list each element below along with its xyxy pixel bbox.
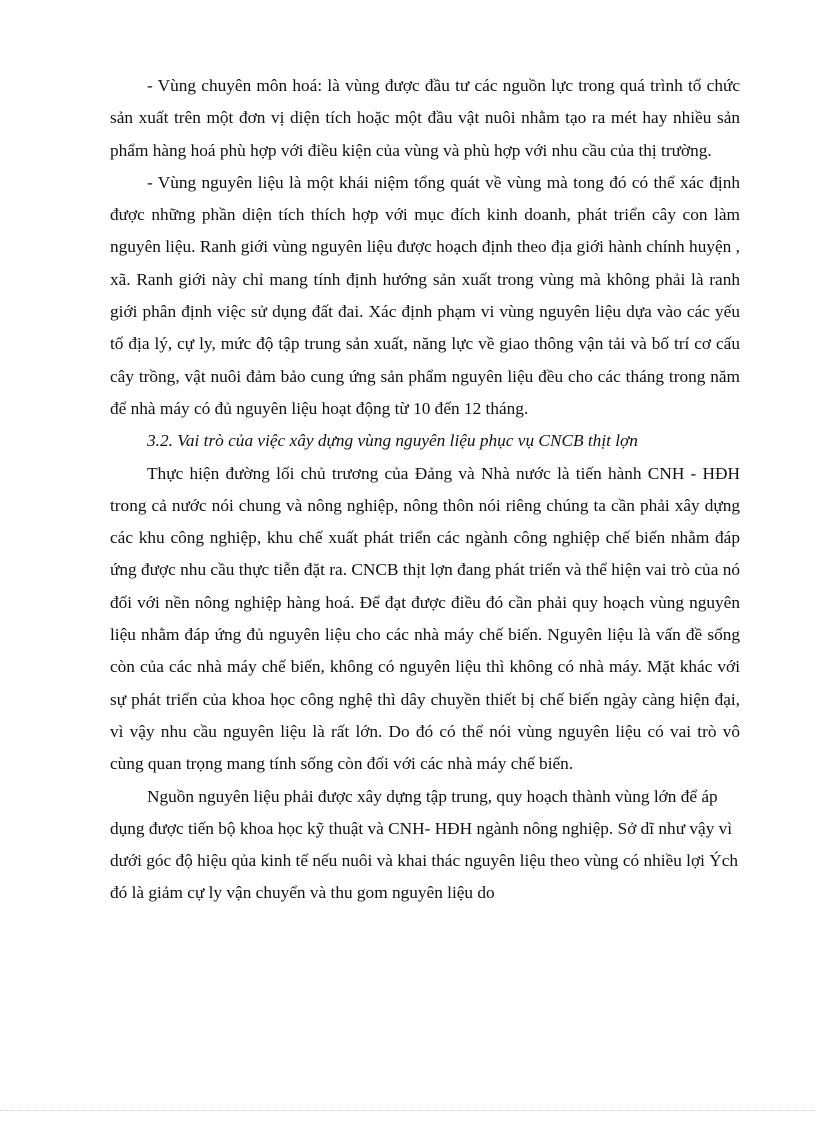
section-heading: 3.2. Vai trò của việc xây dựng vùng nguyên liệu phục vụ CNCB thịt lợn xyxy=(147,431,638,451)
page-bottom-divider xyxy=(0,1110,816,1111)
paragraph-raw-material-zone: - Vùng nguyên liệu là một khái niệm tổng quát về vùng mà tong đó có thể xác định được những phần diện tích thích hợp với mục đích kinh doanh, phát triển cây con làm nguyên liệu. Ranh giới vùng nguyên liệu được hoạch định theo địa giới hành chính huyện , xã. Ranh giới này chỉ mang tính định hướng sản xuất trong vùng mà không phải là ranh giới phân định việc sử dụng đất đai. Xác định phạm vi vùng nguyên liệu dựa vào các yếu tố địa lý, cự ly, mức độ tập trung sản xuất, năng lực về giao thông vận tải và bố trí cơ cấu cây trồng, vật nuôi đảm bảo cung ứng sản phẩm nguyên liệu đều cho các tháng trong năm để nhà máy có đủ nguyên liệu hoạt động từ 10 đến 12 tháng. xyxy=(110,172,740,418)
paragraph-specialized-zone: - Vùng chuyên môn hoá: là vùng được đầu tư các nguồn lực trong quá trình tổ chức sản xuất trên một đơn vị diện tích hoặc một đầu vật nuôi nhằm tạo ra mét hay nhiều sản phẩm hàng hoá phù hợp với điều kiện của vùng và phù hợp với nhu cầu của thị trường. xyxy=(110,76,740,160)
paragraph-material-source: Nguồn nguyên liệu phải được xây dựng tập trung, quy hoạch thành vùng lớn để áp dụng được tiến bộ khoa học kỹ thuật và CNH- HĐH ngành nông nghiệp. Sở dĩ như vậy vì dưới góc độ hiệu qủa kinh tế nếu nuôi và khai thác nguyên liệu theo vùng có nhiều lợi Ých đó là giảm cự ly vận chuyển và thu gom nguyên liệu do xyxy=(110,786,739,903)
paragraph-policy-implementation: Thực hiện đường lối chủ trương của Đảng và Nhà nước là tiến hành CNH - HĐH trong cả nước nói chung và nông nghiệp, nông thôn nói riêng chúng ta cần phải xây dựng các khu công nghiệp, khu chế xuất phát triển các ngành công nghiệp chế biến nhằm đáp ứng được nhu cầu thực tiễn đặt ra. CNCB thịt lợn đang phát triển và thể hiện vai trò của nó đối với nền nông nghiệp hàng hoá. Để đạt được điều đó cần phải quy hoạch vùng nguyên liệu nhằm đáp ứng đủ nguyên liệu cho các nhà máy chế biến. Nguyên liệu là vấn đề sống còn của các nhà máy chế biến, không có nguyên liệu thì không có nhà máy. Mặt khác với sự phát triển của khoa học công nghệ thì dây chuyền thiết bị chế biến ngày càng hiện đại, vì vậy nhu cầu nguyên liệu là rất lớn. Do đó có thể nói vùng nguyên liệu có vai trò vô cùng quan trọng mang tính sống còn đối với các nhà máy chế biến. xyxy=(110,463,740,774)
document-page xyxy=(110,70,740,910)
